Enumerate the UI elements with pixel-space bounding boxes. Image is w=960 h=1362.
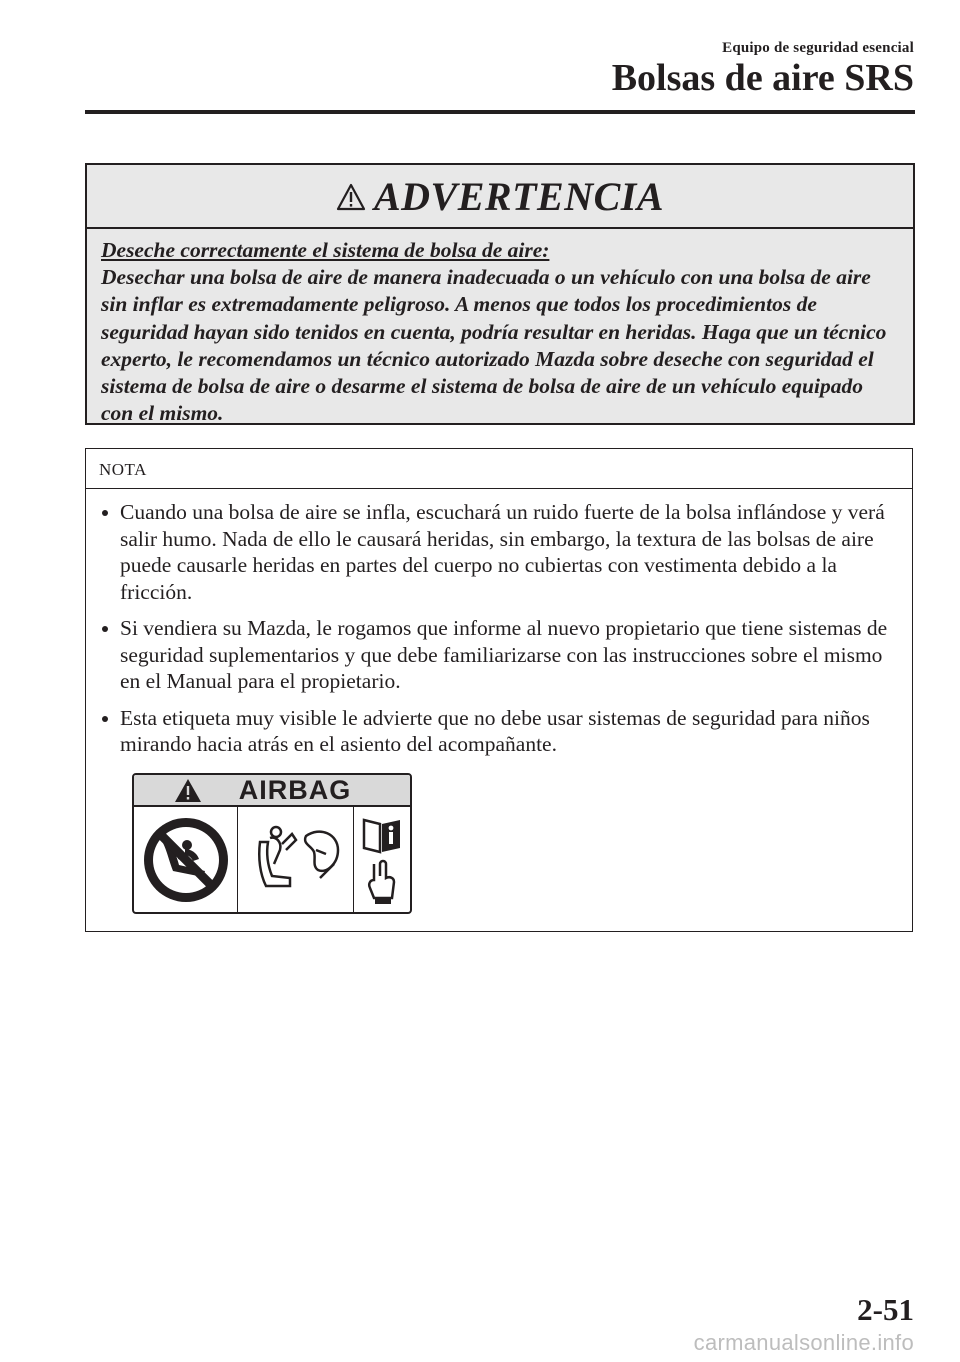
note-item	[98, 705, 902, 758]
warning-title: ADVERTENCIA	[373, 173, 665, 219]
no-child-seat-panel	[134, 807, 238, 912]
header-rule	[85, 110, 915, 114]
warning-lead: Deseche correctamente el sistema de bolsa de aire:	[101, 238, 550, 262]
page-header	[612, 40, 914, 97]
airbag-label-header	[134, 775, 410, 807]
bullet-icon	[102, 716, 108, 722]
manual-info-panel	[354, 807, 410, 912]
bullet-icon	[102, 510, 108, 516]
warning-box	[85, 163, 915, 425]
page-number: 2-51	[857, 1292, 914, 1327]
no-child-seat-icon	[141, 815, 231, 905]
warning-text: Desechar una bolsa de aire de manera inadecuada o un vehículo con una bolsa de aire sin inflar es extremadamente peligroso. A menos que todos los procedimientos de seguridad hayan sido tenidos en cuenta, podría resultar en heridas. Haga que un técnico experto, le recomendamos un técnico autorizado Mazda sobre deseche con seguridad el sistema de bolsa de aire o desarme el sistema de bolsa de aire de un vehículo equipado con el mismo.	[101, 265, 887, 426]
note-heading: NOTA	[86, 449, 912, 489]
note-item	[98, 615, 902, 695]
chapter-title: Bolsas de aire SRS	[611, 57, 914, 99]
warning-triangle-icon	[174, 778, 202, 803]
note-item-text: Cuando una bolsa de aire se infla, escuchará un ruido fuerte de la bolsa inflándose y verá salir humo. Nada de ello le causará heridas, sin embargo, la textura de las bolsas de aire puede causarle heridas en partes del cuerpo no cubiertas con vestimenta debido a la fricción.	[120, 500, 885, 604]
manual-info-icon	[360, 814, 404, 906]
note-item	[98, 499, 902, 605]
warning-header	[87, 165, 913, 229]
airbag-deploy-panel	[238, 807, 354, 912]
airbag-label-panels	[134, 807, 410, 912]
airbag-deploy-icon	[246, 820, 346, 900]
airbag-warning-label	[132, 773, 412, 914]
note-item-text: Esta etiqueta muy visible le advierte que no debe usar sistemas de seguridad para niños mirando hacia atrás en el asiento del acompañante.	[120, 705, 870, 756]
note-item-text: Si vendiera su Mazda, le rogamos que informe al nuevo propietario que tiene sistemas de seguridad suplementarios y que debe familiarizarse con las instrucciones sobre el mismo en el Manual para el propietario.	[120, 616, 888, 693]
section-title: Equipo de seguridad esencial	[722, 40, 914, 56]
warning-body	[87, 229, 913, 427]
bullet-icon	[102, 626, 108, 632]
warning-triangle-icon	[336, 183, 366, 211]
airbag-label-text: AIRBAG	[238, 774, 352, 805]
note-list	[86, 489, 912, 758]
watermark: carmanualsonline.info	[693, 1330, 914, 1355]
